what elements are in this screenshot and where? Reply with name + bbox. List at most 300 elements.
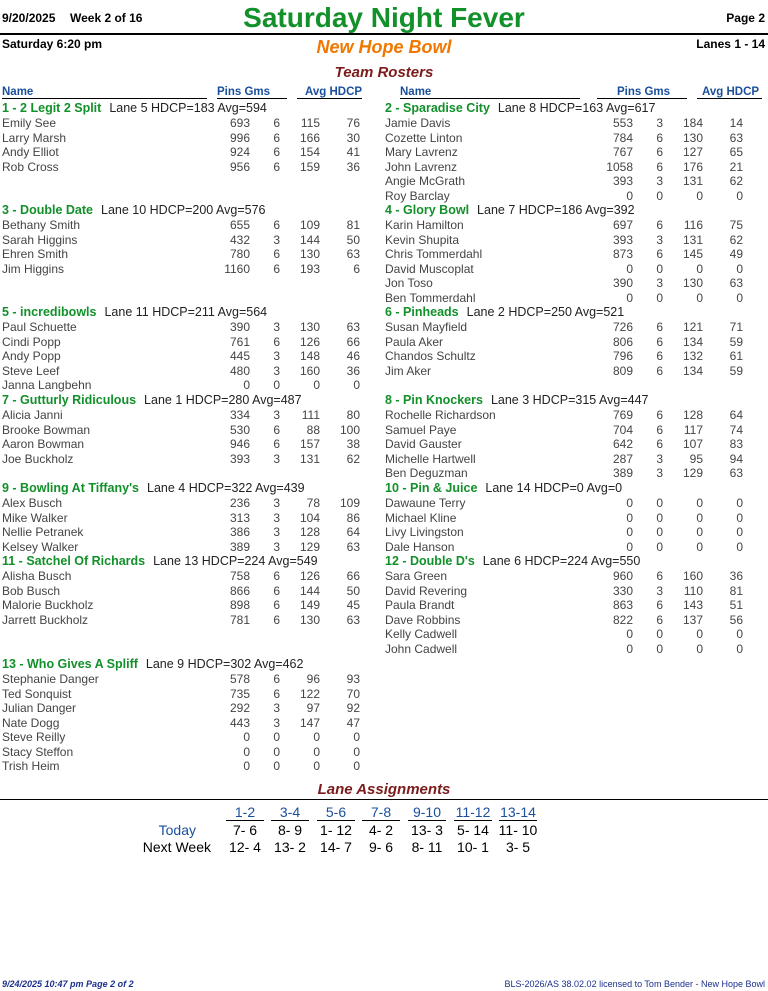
player-handicap: 0 — [736, 510, 743, 525]
player-average: 131 — [682, 174, 703, 188]
today-label: Today — [158, 822, 196, 838]
player-games: 6 — [273, 686, 280, 701]
player-average: 130 — [682, 276, 703, 290]
player-handicap: 81 — [729, 583, 743, 598]
player-games: 6 — [656, 349, 663, 363]
player-games: 0 — [273, 378, 280, 392]
player-name: Jamie Davis — [385, 116, 451, 130]
player-pins: 780 — [229, 247, 250, 261]
player-pins: 0 — [626, 525, 633, 539]
player-handicap: 63 — [729, 276, 743, 290]
player-games: 3 — [273, 701, 280, 715]
player-pins: 443 — [229, 715, 250, 730]
player-pins: 655 — [229, 218, 250, 232]
player-row — [385, 598, 765, 613]
player-handicap: 61 — [729, 349, 743, 363]
player-handicap: 30 — [346, 130, 360, 145]
player-name: Kelsey Walker — [2, 539, 79, 554]
player-games: 6 — [656, 247, 663, 261]
team-info: Lane 9 HDCP=302 Avg=462 — [145, 657, 304, 671]
player-games: 6 — [273, 583, 280, 598]
player-games: 3 — [273, 232, 280, 247]
player-average: 129 — [682, 466, 703, 480]
player-row — [385, 349, 765, 364]
player-games: 0 — [656, 261, 663, 276]
player-pins: 898 — [229, 598, 250, 612]
team-name: 6 - Pinheads — [385, 305, 459, 319]
player-row — [385, 408, 765, 423]
player-handicap: 47 — [346, 715, 360, 730]
player-row — [385, 247, 765, 262]
player-pins: 1160 — [224, 261, 250, 276]
player-row — [2, 613, 382, 628]
player-handicap: 86 — [346, 510, 360, 525]
player-pins: 393 — [229, 451, 250, 466]
team-info: Lane 4 HDCP=322 Avg=439 — [147, 481, 305, 495]
player-average: 126 — [299, 569, 320, 583]
player-average: 122 — [299, 686, 320, 701]
team-info: Lane 5 HDCP=183 Avg=594 — [109, 101, 267, 115]
player-games: 3 — [273, 320, 280, 334]
player-games: 6 — [273, 261, 280, 276]
player-games: 3 — [273, 510, 280, 525]
player-handicap: 50 — [346, 232, 360, 247]
team-name: 4 - Glory Bowl — [385, 203, 470, 217]
player-row — [385, 466, 765, 481]
player-name: Ted Sonquist — [2, 686, 72, 701]
player-row — [385, 116, 765, 131]
team-header — [2, 554, 382, 569]
player-pins: 330 — [612, 583, 633, 598]
team-block — [385, 305, 765, 378]
col-avg-hdcp-left: Avg HDCP — [305, 86, 363, 98]
player-average: 134 — [682, 334, 703, 349]
week-label: Week 2 of 16 — [70, 11, 143, 25]
lane-pair-header: 7-8 — [362, 804, 400, 821]
player-average: 147 — [299, 715, 320, 730]
lane-today: 5- 14 — [457, 822, 489, 838]
player-games: 6 — [273, 437, 280, 451]
player-name: Sarah Higgins — [2, 232, 78, 247]
player-average: 184 — [682, 116, 703, 130]
player-games: 6 — [656, 437, 663, 451]
player-handicap: 63 — [346, 539, 360, 554]
player-average: 0 — [696, 261, 703, 276]
team-header — [2, 305, 382, 320]
player-name: Alicia Janni — [2, 408, 63, 422]
player-pins: 0 — [243, 730, 250, 744]
player-row — [385, 189, 765, 204]
lane-today: 8- 9 — [277, 822, 303, 838]
player-average: 129 — [299, 539, 320, 554]
player-games: 0 — [656, 525, 663, 539]
player-pins: 767 — [612, 145, 633, 159]
player-pins: 0 — [626, 539, 633, 554]
player-name: Joe Buckholz — [2, 451, 74, 466]
player-pins: 781 — [229, 612, 250, 627]
player-games: 3 — [273, 715, 280, 730]
team-info: Lane 11 HDCP=211 Avg=564 — [104, 305, 268, 319]
player-handicap: 38 — [346, 437, 360, 451]
player-pins: 924 — [229, 145, 250, 159]
team-info: Lane 7 HDCP=186 Avg=392 — [477, 203, 635, 217]
player-name: Ben Deguzman — [385, 466, 468, 480]
player-average: 128 — [682, 408, 703, 422]
player-pins: 822 — [612, 612, 633, 627]
team-info: Lane 13 HDCP=224 Avg=549 — [153, 554, 318, 568]
player-handicap: 92 — [346, 701, 360, 715]
player-average: 107 — [682, 437, 703, 451]
player-row — [2, 511, 382, 526]
player-row — [385, 511, 765, 526]
player-row — [2, 423, 382, 438]
player-row — [385, 276, 765, 291]
player-pins: 0 — [626, 627, 633, 641]
player-handicap: 83 — [729, 437, 743, 451]
player-row — [2, 540, 382, 555]
player-games: 3 — [656, 116, 663, 130]
player-row — [2, 233, 382, 248]
player-row — [385, 320, 765, 335]
player-pins: 313 — [229, 510, 250, 525]
player-handicap: 109 — [339, 496, 360, 510]
lane-today: 4- 2 — [368, 822, 394, 838]
player-pins: 480 — [229, 363, 250, 378]
section-title: Team Rosters — [334, 64, 434, 81]
player-average: 0 — [696, 641, 703, 656]
player-handicap: 64 — [346, 525, 360, 539]
player-handicap: 63 — [729, 130, 743, 145]
player-games: 6 — [656, 159, 663, 174]
player-pins: 946 — [229, 437, 250, 451]
player-pins: 693 — [229, 116, 250, 130]
player-games: 3 — [656, 466, 663, 480]
player-games: 0 — [656, 510, 663, 525]
player-name: Mary Lavrenz — [385, 145, 458, 159]
team-info: Lane 8 HDCP=163 Avg=617 — [497, 101, 656, 115]
player-games: 6 — [273, 145, 280, 159]
player-average: 0 — [696, 539, 703, 554]
player-row — [2, 262, 382, 277]
player-row — [2, 349, 382, 364]
player-handicap: 59 — [729, 334, 743, 349]
player-games: 6 — [273, 672, 280, 686]
player-handicap: 0 — [736, 525, 743, 539]
player-name: Steve Leef — [2, 363, 60, 378]
player-name: Paula Brandt — [385, 598, 455, 612]
bowling-center: New Hope Bowl — [316, 37, 452, 57]
player-name: Paul Schuette — [2, 320, 77, 334]
player-average: 157 — [299, 437, 320, 451]
player-handicap: 62 — [346, 451, 360, 466]
player-handicap: 0 — [736, 641, 743, 656]
player-name: Karin Hamilton — [385, 218, 464, 232]
player-average: 97 — [306, 701, 320, 715]
player-games: 6 — [273, 247, 280, 261]
player-handicap: 0 — [353, 730, 360, 744]
lanes-range: Lanes 1 - 14 — [696, 37, 765, 51]
player-games: 6 — [656, 569, 663, 583]
player-handicap: 93 — [346, 672, 360, 686]
team-block — [2, 101, 382, 174]
player-pins: 866 — [229, 583, 250, 598]
player-handicap: 74 — [729, 422, 743, 437]
player-row — [385, 569, 765, 584]
player-name: David Muscoplat — [385, 261, 474, 276]
player-pins: 578 — [229, 672, 250, 686]
player-games: 0 — [273, 730, 280, 744]
col-pins-gms-right: Pins Gms — [617, 86, 671, 98]
player-pins: 769 — [612, 408, 633, 422]
player-name: Bethany Smith — [2, 218, 81, 232]
player-name: Nellie Petranek — [2, 525, 84, 539]
player-row — [2, 730, 382, 745]
player-row — [385, 496, 765, 511]
player-average: 144 — [299, 583, 320, 598]
player-name: Nate Dogg — [2, 715, 60, 730]
player-row — [2, 131, 382, 146]
player-average: 148 — [299, 349, 320, 363]
day-time: Saturday 6:20 pm — [2, 37, 103, 51]
player-name: Michael Kline — [385, 510, 457, 525]
player-handicap: 64 — [729, 408, 743, 422]
player-handicap: 45 — [346, 598, 360, 612]
team-name: 2 - Sparadise City — [385, 101, 490, 115]
player-average: 0 — [696, 627, 703, 641]
col-pins-gms-left: Pins Gms — [217, 86, 271, 98]
player-name: Ben Tommerdahl — [385, 290, 476, 305]
player-average: 130 — [682, 130, 703, 145]
team-header — [385, 481, 765, 496]
player-row — [385, 145, 765, 160]
player-pins: 390 — [612, 276, 633, 290]
player-average: 0 — [696, 510, 703, 525]
player-handicap: 62 — [729, 232, 743, 247]
player-handicap: 71 — [729, 320, 743, 334]
player-name: Jarrett Buckholz — [2, 612, 89, 627]
team-header — [2, 481, 382, 496]
player-name: Susan Mayfield — [385, 320, 468, 334]
player-pins: 432 — [229, 232, 250, 247]
player-row — [2, 247, 382, 262]
team-block — [2, 393, 382, 466]
player-handicap: 81 — [346, 218, 360, 232]
player-games: 6 — [273, 569, 280, 583]
player-handicap: 63 — [346, 612, 360, 627]
player-handicap: 0 — [736, 290, 743, 305]
lane-assignments-title: Lane Assignments — [317, 781, 451, 798]
player-name: Kelly Cadwell — [385, 627, 458, 641]
player-handicap: 63 — [346, 320, 360, 334]
col-avg-hdcp-right: Avg HDCP — [702, 86, 760, 98]
player-handicap: 59 — [729, 363, 743, 378]
player-row — [385, 160, 765, 175]
player-pins: 390 — [229, 320, 250, 334]
player-games: 3 — [273, 539, 280, 554]
player-games: 3 — [273, 363, 280, 378]
player-average: 149 — [299, 598, 320, 612]
team-info: Lane 2 HDCP=250 Avg=521 — [466, 305, 625, 319]
player-pins: 389 — [612, 466, 633, 480]
player-pins: 386 — [229, 525, 250, 539]
player-games: 6 — [656, 408, 663, 422]
player-pins: 393 — [612, 232, 633, 247]
player-name: Stacy Steffon — [2, 744, 74, 759]
player-average: 127 — [682, 145, 703, 159]
player-row — [385, 218, 765, 233]
player-games: 6 — [656, 612, 663, 627]
header-rule — [0, 33, 768, 35]
lane-next-week: 9- 6 — [368, 839, 394, 855]
player-pins: 287 — [612, 451, 633, 466]
player-average: 193 — [299, 261, 320, 276]
player-average: 96 — [306, 672, 320, 686]
player-handicap: 6 — [353, 261, 360, 276]
player-games: 0 — [273, 744, 280, 759]
player-games: 3 — [656, 174, 663, 188]
player-pins: 796 — [612, 349, 633, 363]
player-handicap: 0 — [736, 496, 743, 510]
lane-pair-header: 1-2 — [226, 804, 264, 821]
player-games: 3 — [656, 451, 663, 466]
player-row — [2, 408, 382, 423]
player-name: Brooke Bowman — [2, 422, 91, 437]
player-pins: 863 — [612, 598, 633, 612]
team-header — [385, 305, 765, 320]
player-handicap: 36 — [346, 363, 360, 378]
lane-today: 7- 6 — [232, 822, 258, 838]
player-handicap: 63 — [729, 466, 743, 480]
player-row — [2, 687, 382, 702]
player-pins: 1058 — [606, 159, 633, 174]
team-header — [385, 101, 765, 116]
lane-next-week: 10- 1 — [457, 839, 489, 855]
player-row — [2, 759, 382, 774]
player-average: 128 — [299, 525, 320, 539]
player-games: 6 — [273, 218, 280, 232]
player-average: 115 — [300, 116, 320, 130]
player-name: Dave Robbins — [385, 612, 461, 627]
col-name-left: Name — [2, 86, 34, 98]
player-name: John Lavrenz — [385, 159, 458, 174]
player-average: 126 — [299, 334, 320, 349]
player-average: 0 — [313, 744, 320, 759]
team-name: 7 - Gutturly Ridiculous — [2, 393, 137, 407]
player-games: 0 — [273, 759, 280, 773]
player-pins: 960 — [612, 569, 633, 583]
player-row — [2, 320, 382, 335]
team-name: 1 - 2 Legit 2 Split — [2, 101, 102, 115]
player-row — [2, 525, 382, 540]
player-average: 130 — [299, 247, 320, 261]
player-average: 117 — [683, 422, 703, 437]
player-row — [2, 364, 382, 379]
player-average: 159 — [299, 159, 320, 174]
lane-today: 13- 3 — [411, 822, 443, 838]
player-handicap: 36 — [346, 159, 360, 174]
player-games: 6 — [273, 334, 280, 349]
player-games: 3 — [656, 583, 663, 598]
player-row — [385, 642, 765, 657]
player-name: Emily See — [2, 116, 57, 130]
player-name: David Gauster — [385, 437, 462, 451]
player-pins: 0 — [626, 496, 633, 510]
player-name: Andy Elliot — [2, 145, 59, 159]
player-name: Jim Higgins — [2, 261, 65, 276]
team-block — [2, 481, 382, 554]
player-games: 3 — [273, 349, 280, 363]
player-games: 0 — [656, 539, 663, 554]
player-games: 6 — [656, 130, 663, 145]
player-pins: 334 — [229, 408, 250, 422]
player-pins: 0 — [626, 188, 633, 203]
player-row — [385, 364, 765, 379]
player-average: 130 — [299, 612, 320, 627]
player-games: 6 — [656, 422, 663, 437]
player-row — [385, 627, 765, 642]
player-games: 3 — [656, 232, 663, 247]
player-handicap: 75 — [729, 218, 743, 232]
team-name: 10 - Pin & Juice — [385, 481, 478, 495]
player-games: 3 — [656, 276, 663, 290]
player-name: Alisha Busch — [2, 569, 72, 583]
player-handicap: 0 — [353, 744, 360, 759]
report-date: 9/20/2025 — [2, 11, 56, 25]
player-name: Andy Popp — [2, 349, 61, 363]
player-average: 137 — [682, 612, 703, 627]
player-pins: 956 — [229, 159, 250, 174]
player-average: 0 — [696, 188, 703, 203]
player-handicap: 0 — [736, 188, 743, 203]
footer-timestamp: 9/24/2025 10:47 pm Page 2 of 2 — [2, 979, 134, 989]
team-block — [385, 203, 765, 305]
player-pins: 292 — [229, 701, 250, 715]
player-pins: 758 — [229, 569, 250, 583]
player-average: 0 — [313, 730, 320, 744]
player-handicap: 66 — [346, 569, 360, 583]
player-name: Jim Aker — [385, 363, 432, 378]
team-info: Lane 10 HDCP=200 Avg=576 — [101, 203, 266, 217]
team-info: Lane 3 HDCP=315 Avg=447 — [490, 393, 649, 407]
player-pins: 389 — [229, 539, 250, 554]
player-pins: 809 — [612, 363, 633, 378]
player-average: 104 — [299, 510, 320, 525]
player-row — [385, 525, 765, 540]
player-average: 0 — [696, 525, 703, 539]
player-average: 131 — [682, 232, 703, 247]
player-row — [2, 701, 382, 716]
player-row — [385, 613, 765, 628]
lane-pair-header: 11-12 — [455, 804, 491, 820]
team-header — [385, 203, 765, 218]
team-block — [385, 481, 765, 554]
player-average: 111 — [301, 408, 320, 422]
player-games: 3 — [273, 496, 280, 510]
player-handicap: 70 — [346, 686, 360, 701]
player-handicap: 0 — [736, 539, 743, 554]
player-name: Cindi Popp — [2, 334, 61, 349]
player-pins: 873 — [612, 247, 633, 261]
player-pins: 0 — [626, 261, 633, 276]
player-handicap: 41 — [346, 145, 360, 159]
player-handicap: 46 — [346, 349, 360, 363]
player-games: 6 — [656, 334, 663, 349]
player-average: 121 — [682, 320, 703, 334]
player-name: Samuel Paye — [385, 422, 457, 437]
league-title: Saturday Night Fever — [243, 2, 525, 33]
lane-today: 11- 10 — [498, 822, 538, 838]
player-name: Janna Langbehn — [2, 378, 92, 392]
